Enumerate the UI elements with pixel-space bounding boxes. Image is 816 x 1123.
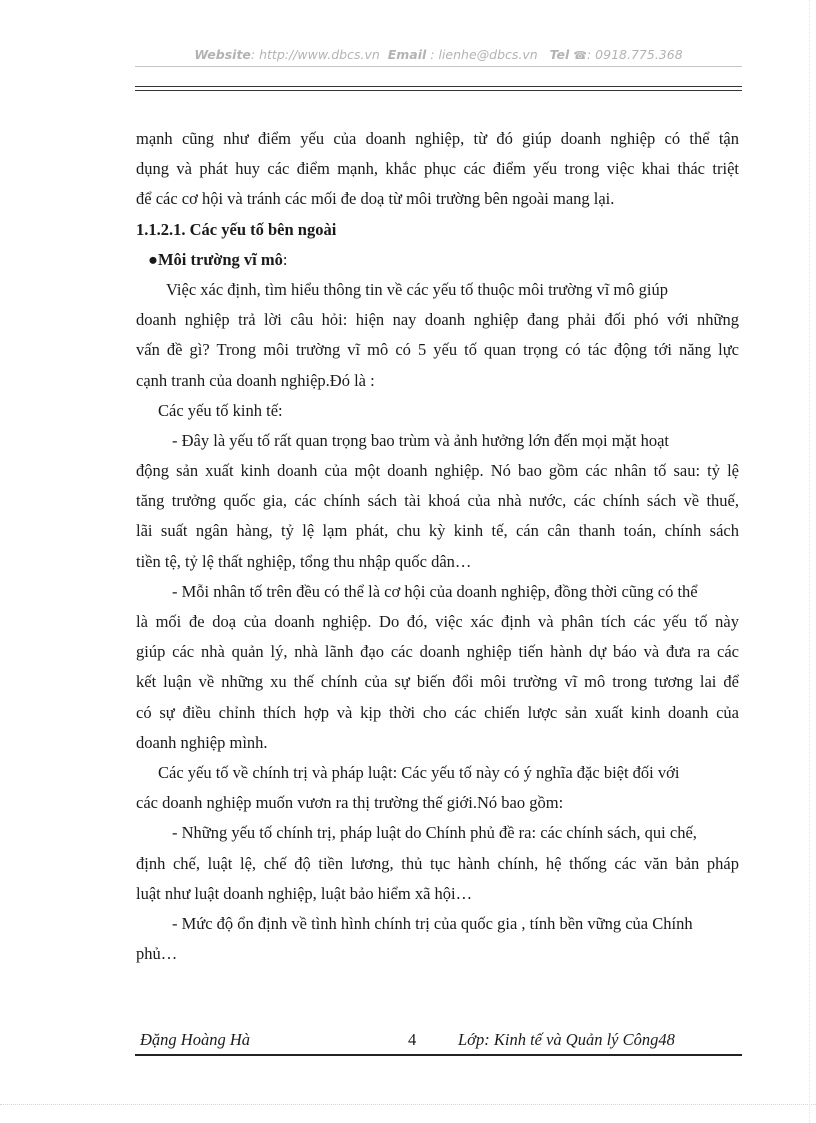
body-line: tăng trưởng quốc gia, các chính sách tài khoá của nhà nước, các chính sách về thuế,: [136, 491, 739, 511]
bullet-heading-colon: :: [282, 249, 288, 269]
body-line: doanh nghiệp trả lời câu hỏi: hiện nay doanh nghiệp đang phải đối phó với những: [136, 310, 739, 330]
footer-class-name: Lớp: Kinh tế và Quản lý Công48: [458, 1030, 675, 1049]
body-line: mạnh cũng như điểm yếu của doanh nghiệp, từ đó giúp doanh nghiệp có thể tận: [136, 129, 739, 148]
bullet-heading: [136, 245, 739, 275]
page-right-edge: [809, 0, 810, 1123]
body-line: định chế, luật lệ, chế độ tiền lương, thủ tục hành chính, hệ thống các văn bản pháp: [136, 853, 739, 873]
body-line: phủ…: [136, 944, 178, 964]
body-line: - Đây là yếu tố rất quan trọng bao trùm và ảnh hưởng lớn đến mọi mặt hoạt: [172, 430, 669, 450]
body-line: tiền tệ, tỷ lệ thất nghiệp, tổng thu nhập quốc dân…: [136, 551, 472, 571]
footer-author: Đặng Hoàng Hà: [140, 1030, 250, 1049]
website-label: Website: [194, 47, 251, 62]
body-line: là mối đe doạ của doanh nghiệp. Do đó, việc xác định và phân tích các yếu tố này: [136, 612, 739, 631]
page-header: [135, 47, 742, 62]
body-line: để các cơ hội và tránh các mối đe doạ từ môi trường bên ngoài mang lại.: [136, 189, 615, 209]
body-line: doanh nghiệp mình.: [136, 732, 268, 752]
body-line: vấn đề gì? Trong môi trường vĩ mô có 5 yếu tố quan trọng có tác động tới năng lực: [136, 340, 739, 360]
tel-label: Tel: [549, 47, 570, 62]
page-bottom-edge: [0, 1104, 816, 1105]
body-line: luật như luật doanh nghiệp, luật bảo hiểm xã hội…: [136, 883, 473, 903]
bullet-heading-text: ●Môi trường vĩ mô: [148, 249, 283, 269]
body-line: các doanh nghiệp muốn vươn ra thị trường thế giới.Nó bao gồm:: [136, 793, 564, 813]
section-heading: 1.1.2.1. Các yếu tố bên ngoài: [136, 219, 337, 239]
email-label: Email: [387, 47, 427, 62]
body-line: cạnh tranh của doanh nghiệp.Đó là :: [136, 370, 375, 390]
header-rule: [135, 66, 742, 67]
body-line: có sự điều chỉnh thích hợp và kịp thời cho các chiến lược sản xuất kinh doanh của: [136, 702, 739, 722]
body-line: giúp các nhà quản lý, nhà lãnh đạo các doanh nghiệp tiến hành dự báo và đưa ra các: [136, 642, 739, 662]
body-line: kết luận về những xu thế chính của sự biến đổi môi trường vĩ mô trong tương lai để: [136, 672, 739, 692]
tel-value: : 0918.775.368: [587, 47, 683, 62]
subheading-line: Các yếu tố về chính trị và pháp luật: Các yếu tố này có ý nghĩa đặc biệt đối với: [158, 762, 680, 782]
subheading-line: Các yếu tố kinh tế:: [158, 400, 283, 420]
document-body: [136, 124, 739, 969]
phone-icon: ☎: [573, 49, 587, 62]
body-line: động sản xuất kinh doanh của một doanh nghiệp. Nó bao gồm các nhân tố sau: tỷ lệ: [136, 461, 739, 481]
body-line: - Mức độ ổn định về tình hình chính trị của quốc gia , tính bền vững của Chính: [172, 913, 693, 933]
header-double-rule: [135, 86, 742, 91]
body-line: - Mỗi nhân tố trên đều có thể là cơ hội của doanh nghiệp, đồng thời cũng có thể: [172, 581, 698, 601]
body-line: dụng và phát huy các điểm mạnh, khắc phục các điểm yếu trong việc khai thác triệt: [136, 159, 739, 179]
body-line: lãi suất ngân hàng, tỷ lệ lạm phát, chu kỳ kinh tế, cán cân thanh toán, chính sách: [136, 521, 739, 541]
website-value: : http://www.dbcs.vn: [250, 47, 380, 62]
body-line: - Những yếu tố chính trị, pháp luật do Chính phủ đề ra: các chính sách, qui chế,: [172, 823, 697, 843]
body-line: Việc xác định, tìm hiểu thông tin về các yếu tố thuộc môi trường vĩ mô giúp: [166, 279, 668, 299]
email-value: : lienhe@dbcs.vn: [426, 47, 538, 62]
footer-rule: [135, 1054, 742, 1056]
footer-page-number: 4: [408, 1030, 417, 1049]
